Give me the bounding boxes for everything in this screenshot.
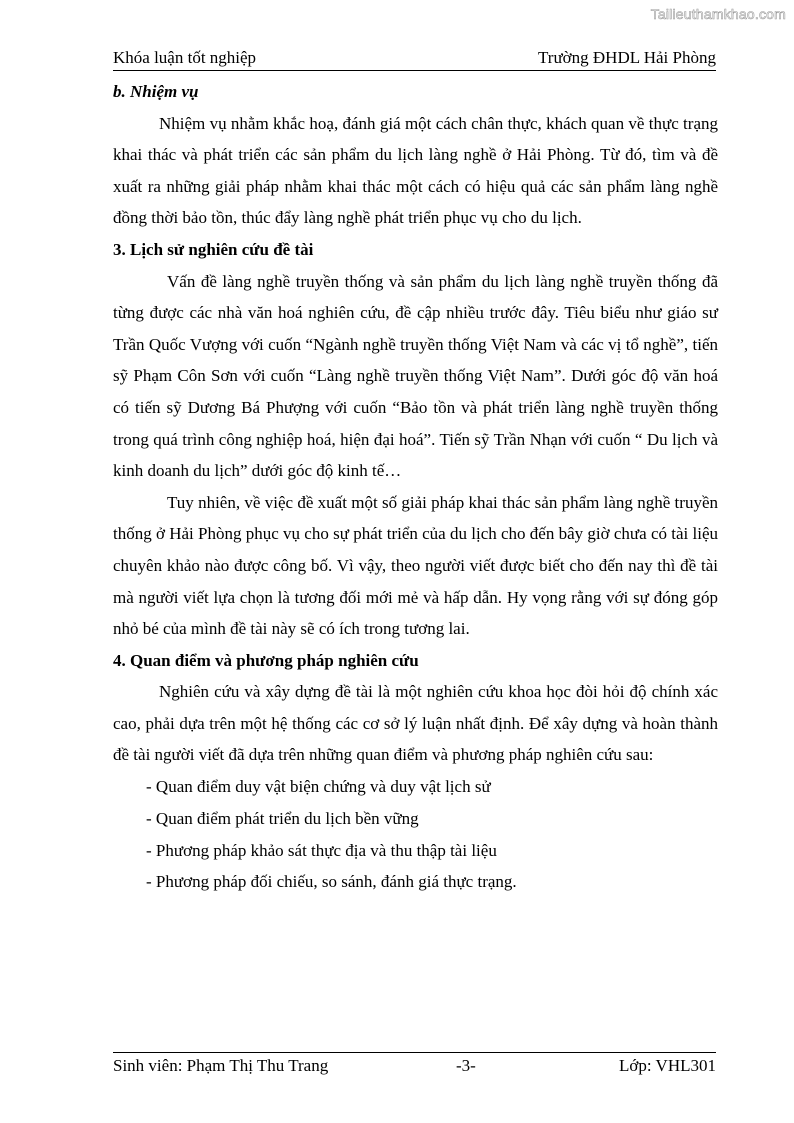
page-footer	[113, 1052, 716, 1080]
section-3-paragraph-1: Vấn đề làng nghề truyền thống và sản phẩm du lịch làng nghề truyền thống đã từng được các nhà văn hoá nghiên cứu, đề cập nhiều trước đây. Tiêu biểu như giáo sư Trần Quốc Vượng với cuốn “Ngành nghề truyền thống Việt Nam và các vị tổ nghề”, tiến sỹ Phạm Côn Sơn với cuốn “Làng nghề truyền thống Việt Nam”. Dưới góc độ văn hoá có tiến sỹ Dương Bá Phượng với cuốn “Bảo tồn và phát triển làng nghề truyền thống trong quá trình công nghiệp hoá, hiện đại hoá”. Tiến sỹ Trần Nhạn với cuốn “ Du lịch và kinh doanh du lịch” dưới góc độ kinh tế…	[113, 271, 718, 481]
list-item: - Phương pháp đối chiếu, so sánh, đánh giá thực trạng.	[146, 872, 517, 892]
list-item: - Quan điểm duy vật biện chứng và duy vật lịch sử	[146, 777, 491, 797]
page-header	[113, 48, 716, 71]
list-item: - Phương pháp khảo sát thực địa và thu thập tài liệu	[146, 840, 497, 860]
footer-student: Sinh viên: Phạm Thị Thu Trang	[113, 1056, 329, 1075]
section-4-heading: 4. Quan điểm và phương pháp nghiên cứu	[113, 650, 419, 670]
footer-page-number: -3-	[456, 1056, 476, 1075]
header-university: Trường ĐHDL Hải Phòng	[538, 48, 716, 67]
page-content	[113, 76, 718, 898]
section-b-heading: b. Nhiệm vụ	[113, 82, 199, 101]
methods-list	[113, 771, 718, 898]
section-3-heading: 3. Lịch sử nghiên cứu đề tài	[113, 239, 314, 259]
watermark: Tailieuthamkhao.com	[650, 6, 786, 22]
section-b-paragraph: Nhiệm vụ nhằm khắc hoạ, đánh giá một cách chân thực, khách quan về thực trạng khai thác và phát triển các sản phẩm du lịch làng nghề ở Hải Phòng. Từ đó, tìm và đề xuất ra những giải pháp nhằm khai thác một cách có hiệu quả các sản phẩm làng nghề đồng thời bảo tồn, thúc đẩy làng nghề phát triển phục vụ cho du lịch.	[113, 113, 718, 228]
list-item: - Quan điểm phát triển du lịch bền vững	[146, 808, 419, 828]
footer-class: Lớp: VHL301	[619, 1056, 716, 1075]
section-4-paragraph: Nghiên cứu và xây dựng đề tài là một nghiên cứu khoa học đòi hỏi độ chính xác cao, phải dựa trên một hệ thống các cơ sở lý luận nhất định. Để xây dựng và hoàn thành đề tài người viết đã dựa trên những quan điểm và phương pháp nghiên cứu sau:	[113, 682, 718, 765]
section-3-paragraph-2: Tuy nhiên, về việc đề xuất một số giải pháp khai thác sản phẩm làng nghề truyền thống ở Hải Phòng phục vụ cho sự phát triển của du lịch cho đến bây giờ chưa có tài liệu chuyên khảo nào được công bố. Vì vậy, theo người viết được biết cho đến nay thì đề tài mà người viết lựa chọn là tương đối mới mẻ và hấp dẫn. Hy vọng rằng với sự đóng góp nhỏ bé của mình đề tài này sẽ có ích trong tương lai.	[113, 492, 718, 639]
header-thesis-title: Khóa luận tốt nghiệp	[113, 48, 257, 67]
